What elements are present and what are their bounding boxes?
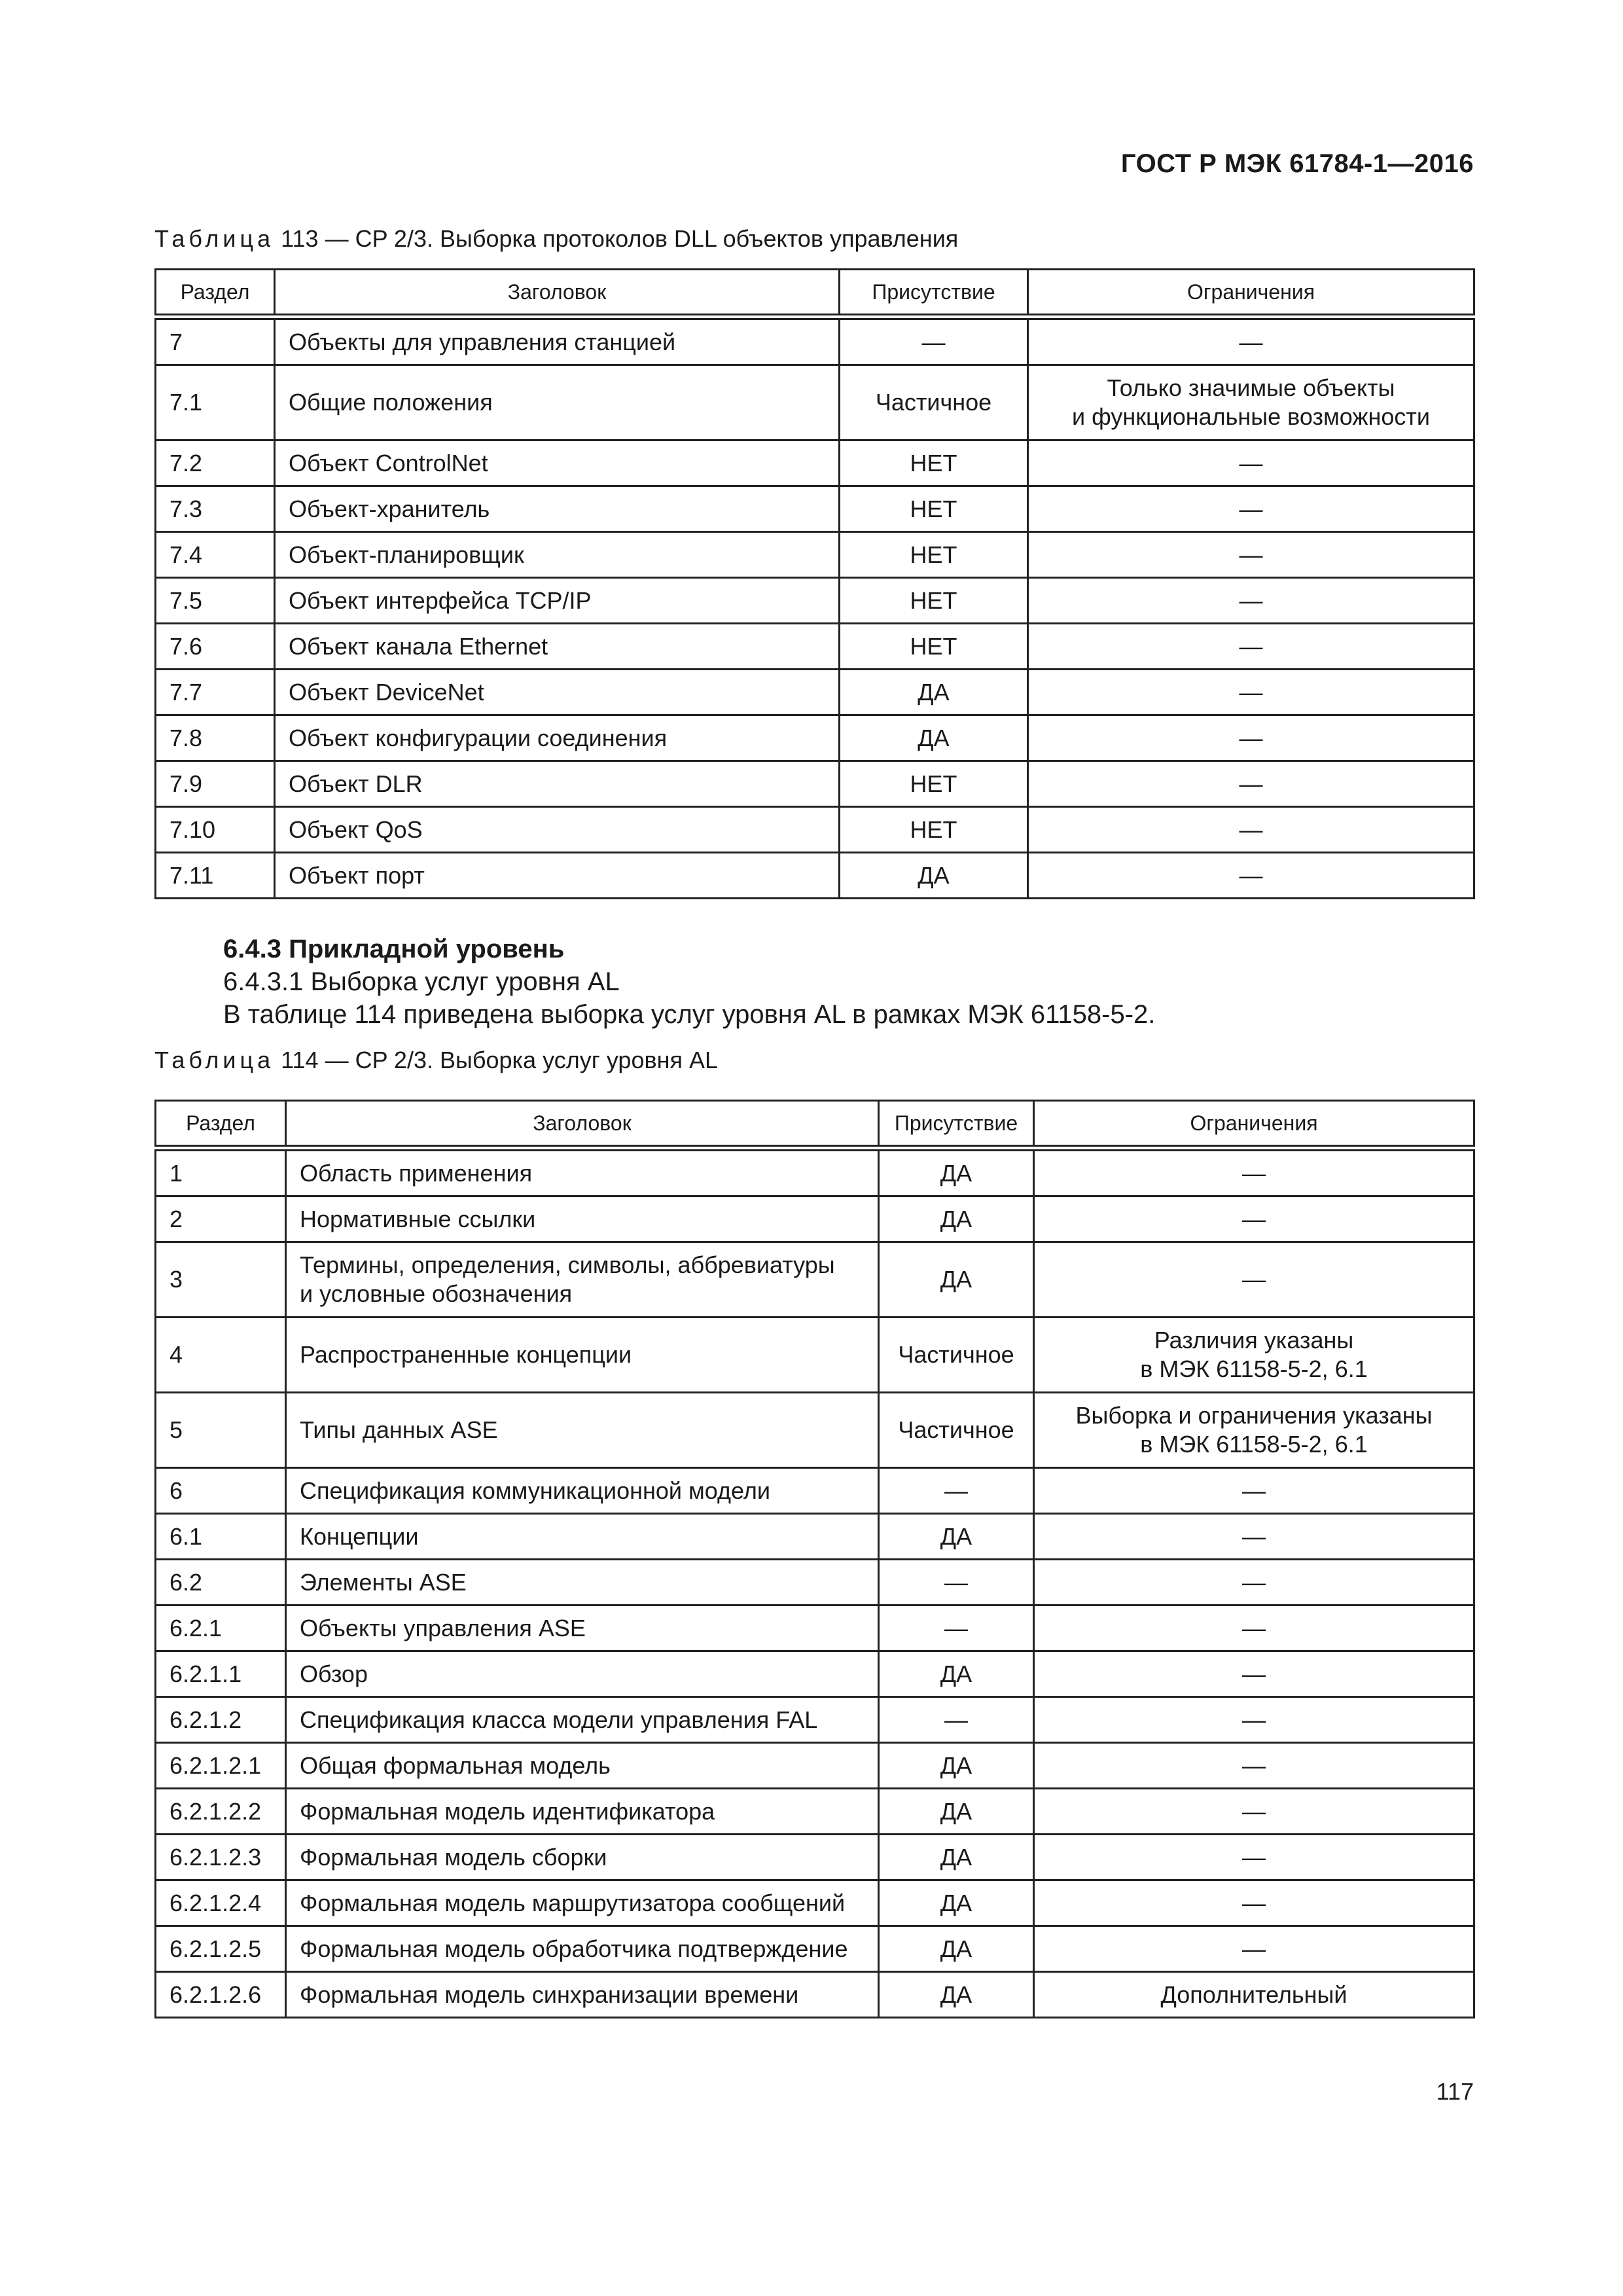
- cell-limits: —: [1034, 1605, 1474, 1651]
- table-114-caption: [154, 1046, 718, 1075]
- cell-presence: ДА: [879, 1926, 1034, 1972]
- cell-limits: —: [1034, 1560, 1474, 1605]
- table-113-caption: [154, 224, 958, 253]
- cell-title: Объект конфигурации соединения: [275, 715, 840, 761]
- cell-presence: ДА: [879, 1972, 1034, 2018]
- cell-section: 7.3: [156, 486, 275, 532]
- cell-presence: Частичное: [840, 365, 1028, 440]
- cell-title: Общие положения: [275, 365, 840, 440]
- cell-section: 5: [156, 1393, 286, 1468]
- table-row: [156, 1651, 1474, 1697]
- cell-title: Объект QoS: [275, 807, 840, 853]
- table-113-col-title: Заголовок: [275, 270, 840, 315]
- cell-limits: —: [1028, 532, 1474, 578]
- cell-title: Объект интерфейса TCP/IP: [275, 578, 840, 624]
- table-114-col-title: Заголовок: [286, 1101, 879, 1146]
- table-113-col-limits: Ограничения: [1028, 270, 1474, 315]
- cell-limits-line-1: Только значимые объекты: [1107, 374, 1395, 401]
- cell-section: 6.2: [156, 1560, 286, 1605]
- cell-title: [286, 1242, 879, 1318]
- table-114-header-row: [156, 1101, 1474, 1146]
- table-113-col-section: Раздел: [156, 270, 275, 315]
- cell-section: 6.2.1.2.6: [156, 1972, 286, 2018]
- table-row: [156, 807, 1474, 853]
- cell-section: 6.2.1.2: [156, 1697, 286, 1743]
- table-row: [156, 440, 1474, 486]
- cell-title: Объект-хранитель: [275, 486, 840, 532]
- cell-limits: [1034, 1318, 1474, 1393]
- cell-title: Объект ControlNet: [275, 440, 840, 486]
- cell-limits: —: [1028, 853, 1474, 899]
- section-heading: 6.4.3 Прикладной уровень: [223, 935, 565, 963]
- table-row: [156, 1242, 1474, 1318]
- cell-presence: НЕТ: [840, 532, 1028, 578]
- cell-limits: [1034, 1393, 1474, 1468]
- cell-limits: —: [1028, 486, 1474, 532]
- cell-section: 1: [156, 1151, 286, 1196]
- cell-title: Спецификация коммуникационной модели: [286, 1468, 879, 1514]
- cell-limits: Дополнительный: [1034, 1972, 1474, 2018]
- cell-presence: ДА: [879, 1743, 1034, 1789]
- cell-title: Объекты для управления станцией: [275, 319, 840, 365]
- page-number: 117: [1436, 2078, 1474, 2105]
- cell-section: 6.2.1.2.3: [156, 1835, 286, 1880]
- table-114-col-presence: Присутствие: [879, 1101, 1034, 1146]
- cell-title: Типы данных ASE: [286, 1393, 879, 1468]
- cell-presence: НЕТ: [840, 624, 1028, 670]
- cell-limits: [1028, 365, 1474, 440]
- cell-section: 6: [156, 1468, 286, 1514]
- cell-presence: ДА: [879, 1196, 1034, 1242]
- cell-presence: НЕТ: [840, 807, 1028, 853]
- table-row: [156, 578, 1474, 624]
- cell-title: Формальная модель синхранизации времени: [286, 1972, 879, 2018]
- table-row: [156, 486, 1474, 532]
- cell-section: 7: [156, 319, 275, 365]
- table-row: [156, 624, 1474, 670]
- cell-limits: —: [1028, 715, 1474, 761]
- cell-section: 6.2.1.2.4: [156, 1880, 286, 1926]
- cell-limits-line-2: в МЭК 61158-5-2, 6.1: [1140, 1431, 1368, 1458]
- section-paragraph: В таблице 114 приведена выборка услуг уровня AL в рамках МЭК 61158-5-2.: [223, 1000, 1156, 1029]
- cell-section: 3: [156, 1242, 286, 1318]
- table-row: [156, 1789, 1474, 1835]
- table-114-caption-text: 114 — CP 2/3. Выборка услуг уровня AL: [281, 1047, 718, 1073]
- cell-presence: НЕТ: [840, 486, 1028, 532]
- cell-limits: —: [1034, 1514, 1474, 1560]
- cell-section: 7.8: [156, 715, 275, 761]
- table-114: [154, 1100, 1475, 2018]
- table-row: [156, 1926, 1474, 1972]
- cell-presence: —: [879, 1560, 1034, 1605]
- cell-title: Объект-планировщик: [275, 532, 840, 578]
- cell-presence: ДА: [840, 670, 1028, 715]
- table-row: [156, 853, 1474, 899]
- cell-limits-line-1: Различия указаны: [1154, 1327, 1354, 1354]
- cell-limits: —: [1028, 440, 1474, 486]
- table-row: [156, 1835, 1474, 1880]
- section-subheading: 6.4.3.1 Выборка услуг уровня AL: [223, 967, 620, 996]
- cell-section: 7.6: [156, 624, 275, 670]
- cell-presence: НЕТ: [840, 761, 1028, 807]
- cell-section: 2: [156, 1196, 286, 1242]
- table-row: [156, 761, 1474, 807]
- cell-limits: —: [1034, 1196, 1474, 1242]
- cell-title: Нормативные ссылки: [286, 1196, 879, 1242]
- cell-title: Объект канала Ethernet: [275, 624, 840, 670]
- table-113-caption-word: Таблица: [154, 225, 275, 252]
- cell-limits: —: [1034, 1789, 1474, 1835]
- cell-title: Объекты управления ASE: [286, 1605, 879, 1651]
- cell-title: Общая формальная модель: [286, 1743, 879, 1789]
- document-code: ГОСТ Р МЭК 61784-1—2016: [1120, 149, 1474, 178]
- cell-presence: ДА: [879, 1789, 1034, 1835]
- table-row: [156, 1468, 1474, 1514]
- cell-limits: —: [1034, 1743, 1474, 1789]
- cell-presence: ДА: [879, 1242, 1034, 1318]
- cell-title: Концепции: [286, 1514, 879, 1560]
- table-113-col-presence: Присутствие: [840, 270, 1028, 315]
- cell-section: 7.5: [156, 578, 275, 624]
- cell-limits: —: [1034, 1651, 1474, 1697]
- cell-section: 7.10: [156, 807, 275, 853]
- table-row: [156, 319, 1474, 365]
- cell-limits: —: [1028, 578, 1474, 624]
- cell-presence: —: [879, 1697, 1034, 1743]
- cell-presence: НЕТ: [840, 578, 1028, 624]
- cell-presence: —: [840, 319, 1028, 365]
- table-row: [156, 1318, 1474, 1393]
- cell-presence: ДА: [840, 853, 1028, 899]
- cell-limits: —: [1034, 1242, 1474, 1318]
- cell-limits: —: [1028, 670, 1474, 715]
- cell-section: 7.7: [156, 670, 275, 715]
- cell-title: Объект DeviceNet: [275, 670, 840, 715]
- cell-limits-line-2: в МЭК 61158-5-2, 6.1: [1140, 1355, 1368, 1382]
- cell-section: 6.2.1.2.2: [156, 1789, 286, 1835]
- cell-title: Формальная модель обработчика подтверждение: [286, 1926, 879, 1972]
- cell-presence: ДА: [879, 1835, 1034, 1880]
- cell-title-line-2: и условные обозначения: [300, 1280, 573, 1307]
- table-row: [156, 1560, 1474, 1605]
- cell-section: 4: [156, 1318, 286, 1393]
- cell-presence: ДА: [879, 1651, 1034, 1697]
- table-row: [156, 1393, 1474, 1468]
- table-row: [156, 1514, 1474, 1560]
- table-114-col-limits: Ограничения: [1034, 1101, 1474, 1146]
- cell-limits: —: [1028, 807, 1474, 853]
- cell-limits-line-1: Выборка и ограничения указаны: [1075, 1402, 1433, 1429]
- cell-title: Формальная модель сборки: [286, 1835, 879, 1880]
- table-113-header-row: [156, 270, 1474, 315]
- table-row: [156, 1605, 1474, 1651]
- table-row: [156, 670, 1474, 715]
- cell-section: 7.11: [156, 853, 275, 899]
- cell-title: Формальная модель маршрутизатора сообщений: [286, 1880, 879, 1926]
- cell-section: 6.2.1.1: [156, 1651, 286, 1697]
- cell-limits: —: [1034, 1151, 1474, 1196]
- table-row: [156, 1151, 1474, 1196]
- cell-presence: ДА: [840, 715, 1028, 761]
- table-row: [156, 1972, 1474, 2018]
- cell-limits: —: [1034, 1468, 1474, 1514]
- cell-section: 7.2: [156, 440, 275, 486]
- cell-title: Формальная модель идентификатора: [286, 1789, 879, 1835]
- table-114-col-section: Раздел: [156, 1101, 286, 1146]
- cell-limits: —: [1028, 761, 1474, 807]
- cell-title: Область применения: [286, 1151, 879, 1196]
- cell-section: 6.2.1.2.5: [156, 1926, 286, 1972]
- cell-title-line-1: Термины, определения, символы, аббревиатуры: [300, 1251, 835, 1278]
- table-114-caption-word: Таблица: [154, 1047, 275, 1073]
- table-row: [156, 1196, 1474, 1242]
- cell-presence: ДА: [879, 1151, 1034, 1196]
- cell-title: Обзор: [286, 1651, 879, 1697]
- cell-presence: ДА: [879, 1880, 1034, 1926]
- cell-limits: —: [1028, 319, 1474, 365]
- table-row: [156, 365, 1474, 440]
- cell-presence: Частичное: [879, 1318, 1034, 1393]
- cell-title: Объект порт: [275, 853, 840, 899]
- cell-limits: —: [1034, 1835, 1474, 1880]
- cell-limits-line-2: и функциональные возможности: [1072, 403, 1430, 430]
- cell-section: 6.1: [156, 1514, 286, 1560]
- table-row: [156, 715, 1474, 761]
- cell-limits: —: [1034, 1926, 1474, 1972]
- cell-section: 7.1: [156, 365, 275, 440]
- cell-presence: Частичное: [879, 1393, 1034, 1468]
- cell-section: 6.2.1.2.1: [156, 1743, 286, 1789]
- cell-limits: —: [1034, 1697, 1474, 1743]
- cell-section: 7.9: [156, 761, 275, 807]
- cell-presence: —: [879, 1605, 1034, 1651]
- cell-presence: НЕТ: [840, 440, 1028, 486]
- cell-title: Распространенные концепции: [286, 1318, 879, 1393]
- cell-presence: ДА: [879, 1514, 1034, 1560]
- cell-title: Спецификация класса модели управления FAL: [286, 1697, 879, 1743]
- cell-limits: —: [1028, 624, 1474, 670]
- table-113: [154, 268, 1475, 899]
- cell-title: Объект DLR: [275, 761, 840, 807]
- cell-limits: —: [1034, 1880, 1474, 1926]
- table-row: [156, 1697, 1474, 1743]
- cell-section: 6.2.1: [156, 1605, 286, 1651]
- cell-title: Элементы ASE: [286, 1560, 879, 1605]
- cell-presence: —: [879, 1468, 1034, 1514]
- table-row: [156, 532, 1474, 578]
- table-113-caption-text: 113 — CP 2/3. Выборка протоколов DLL объектов управления: [281, 225, 959, 252]
- table-row: [156, 1743, 1474, 1789]
- cell-section: 7.4: [156, 532, 275, 578]
- table-row: [156, 1880, 1474, 1926]
